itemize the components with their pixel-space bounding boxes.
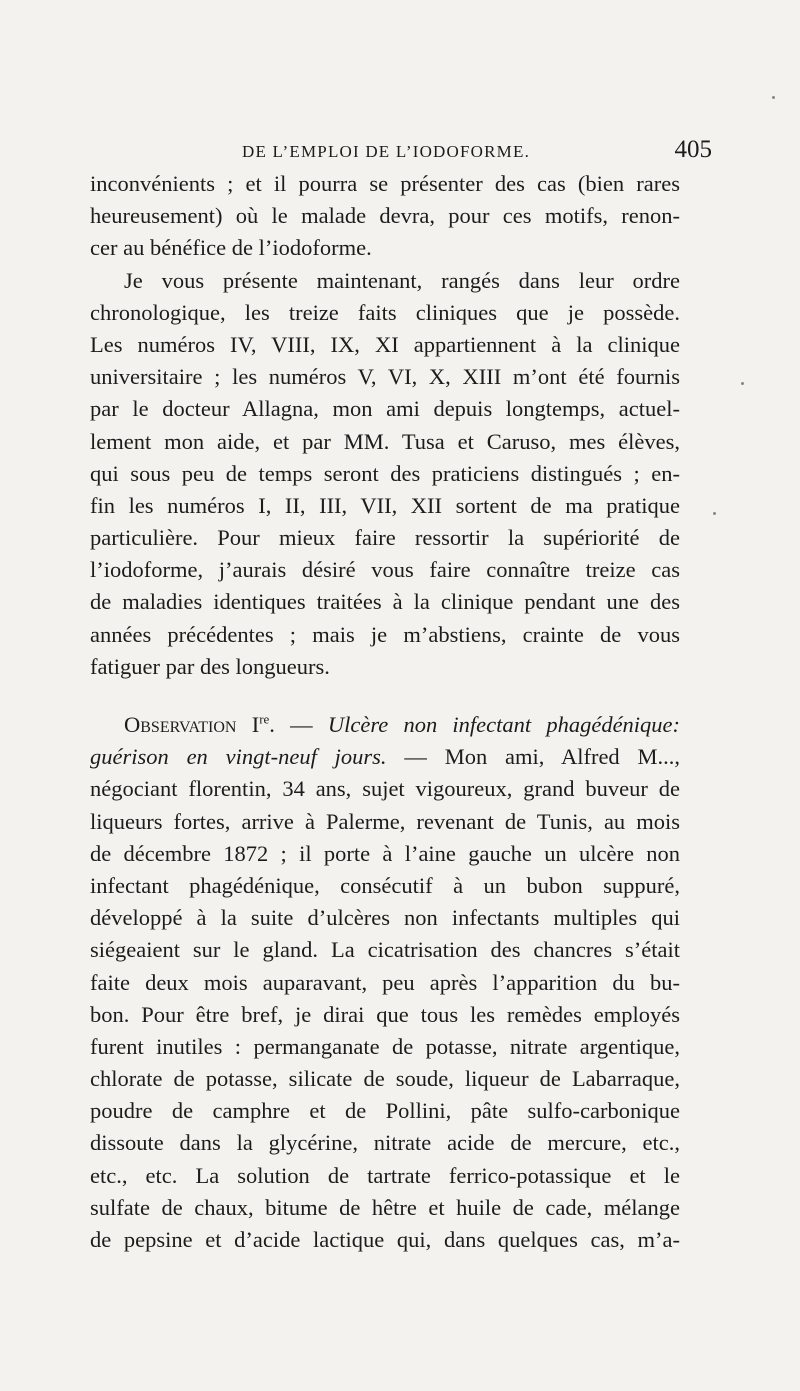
observation-label: Observation [124, 712, 237, 737]
observation-separator: . — [269, 712, 313, 737]
running-title: DE L’EMPLOI DE L’IODOFORME. [242, 142, 531, 161]
paragraph-gap [90, 683, 680, 709]
text-line: de décembre 1872 ; il porte à l’aine gauche un ulcère non [90, 840, 680, 866]
text-line: dissoute dans la glycérine, nitrate acide de mercure, etc., [90, 1130, 680, 1156]
observation-number: I [251, 712, 260, 737]
text-line: par le docteur Allagna, mon ami depuis longtemps, actuel- [90, 396, 680, 422]
paper-speck [772, 96, 775, 99]
running-head [90, 138, 712, 168]
text-line: chlorate de potasse, silicate de soude, liqueur de Labarraque, [90, 1066, 680, 1092]
text-line: de maladies identiques traitées à la clinique pendant une des [90, 589, 680, 615]
text-line: fatiguer par des longueurs. [90, 653, 330, 679]
text-line: siégeaient sur le gland. La cicatrisation des chancres s’était [90, 937, 680, 963]
paper-speck [741, 382, 744, 385]
text-line: infectant phagédénique, consécutif à un bubon suppuré, [90, 872, 680, 898]
observation-heading-line [90, 741, 680, 773]
text-line: chronologique, les treize faits cliniques que je possède. [90, 299, 680, 325]
paper-speck [713, 512, 716, 515]
page-number: 405 [674, 136, 712, 163]
text-line: l’iodoforme, j’aurais désiré vous faire connaître treize cas [90, 557, 680, 583]
text-line: poudre de camphre et de Pollini, pâte sulfo-carbonique [90, 1098, 680, 1124]
text-line: Je vous présente maintenant, rangés dans leur ordre [124, 267, 680, 293]
observation-heading-line [90, 709, 680, 741]
text-line: qui sous peu de temps seront des praticiens distingués ; en- [90, 460, 680, 486]
text-line: sulfate de chaux, bitume de hêtre et huile de cade, mélange [90, 1194, 680, 1220]
text-line: fin les numéros I, II, III, VII, XII sortent de ma pratique [90, 492, 680, 518]
observation-title-cont: guérison en vingt-neuf jours. [90, 744, 387, 770]
text-line: bon. Pour être bref, je dirai que tous les remèdes employés [90, 1001, 680, 1027]
text-line: furent inutiles : permanganate de potasse, nitrate argentique, [90, 1033, 680, 1059]
text-line: de pepsine et d’acide lactique qui, dans quelques cas, m’a- [90, 1227, 680, 1252]
body-text [90, 168, 680, 1256]
text-line: faite deux mois auparavant, peu après l’apparition du bu- [90, 969, 680, 995]
text-line: négociant florentin, 34 ans, sujet vigoureux, grand buveur de [90, 776, 680, 802]
text-fragment: — Mon ami, Alfred M..., [404, 744, 680, 770]
text-line: cer au bénéfice de l’iodoforme. [90, 235, 372, 261]
text-line: liqueurs fortes, arrive à Palerme, revenant de Tunis, au mois [90, 808, 680, 834]
observation-title: Ulcère non infectant phagédénique: [327, 712, 680, 737]
text-line: Les numéros IV, VIII, IX, XI appartiennent à la clinique [90, 331, 680, 357]
observation-number-suffix: re [259, 711, 270, 727]
text-line: lement mon aide, et par MM. Tusa et Caruso, mes élèves, [90, 428, 680, 454]
text-line: etc., etc. La solution de tartrate ferrico-potassique et le [90, 1162, 680, 1188]
text-line: particulière. Pour mieux faire ressortir la supériorité de [90, 525, 680, 551]
text-line: développé à la suite d’ulcères non infectants multiples qui [90, 905, 680, 931]
text-line: années précédentes ; mais je m’abstiens, crainte de vous [90, 621, 680, 647]
text-line: inconvénients ; et il pourra se présenter des cas (bien rares [90, 171, 680, 196]
text-line: universitaire ; les numéros V, VI, X, XIII m’ont été fournis [90, 364, 680, 390]
text-line: heureusement) où le malade devra, pour ces motifs, renon- [90, 203, 680, 229]
